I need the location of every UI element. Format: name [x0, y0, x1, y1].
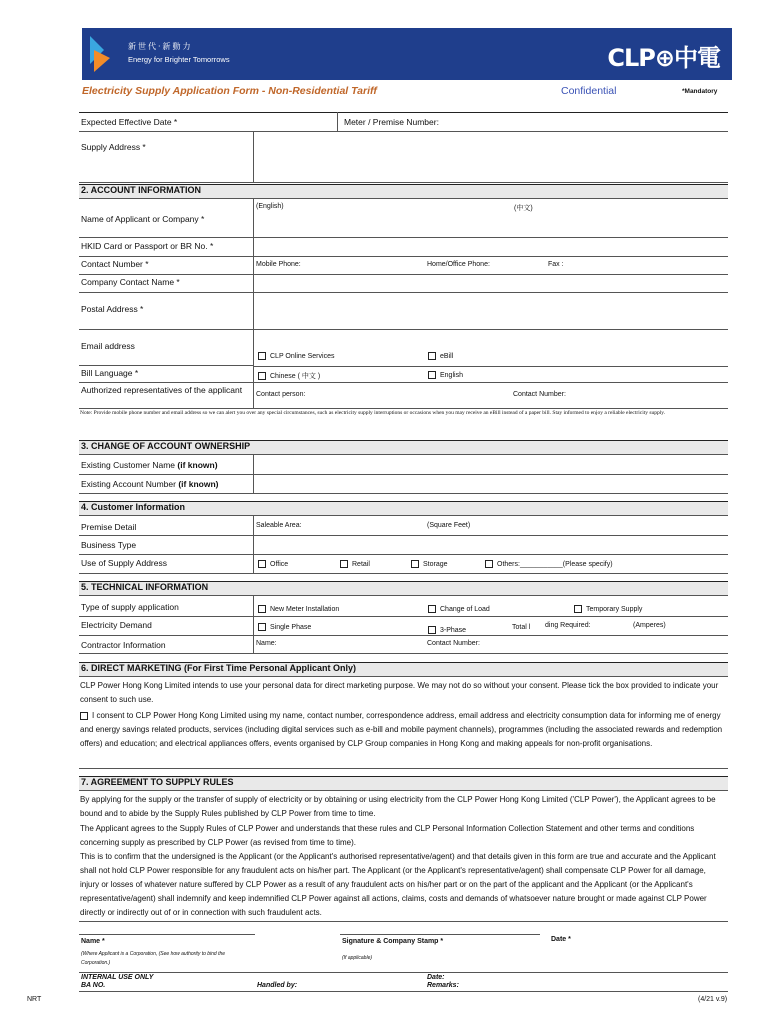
contractor-name-label: Name: — [256, 640, 277, 647]
chinese-language-option[interactable]: Chinese ( 中文 ) — [258, 371, 320, 381]
section-4-header: 4. Customer Information — [79, 501, 728, 516]
saleable-area-label: Saleable Area: — [256, 522, 302, 529]
chinese-hint: (中文) — [514, 205, 533, 212]
section-3-header: 3. CHANGE OF ACCOUNT OWNERSHIP — [79, 440, 728, 455]
three-phase-option[interactable]: 3-Phase — [428, 626, 466, 634]
ba-number-label: BA NO. — [81, 982, 106, 989]
signature-stamp-label: Signature & Company Stamp * — [342, 938, 444, 945]
retail-checkbox[interactable] — [340, 560, 348, 568]
section-6-header: 6. DIRECT MARKETING (For First Time Personal Applicant Only) — [79, 662, 728, 677]
existing-customer-label: Existing Customer Name (if known) — [81, 460, 218, 470]
postal-address-label: Postal Address * — [81, 304, 144, 314]
if-applicable-note: (If applicable) — [342, 955, 373, 961]
retail-option[interactable]: Retail — [340, 560, 370, 568]
hkid-label: HKID Card or Passport or BR No. * — [81, 241, 214, 251]
others-option[interactable]: Others:___________(Please specify) — [485, 560, 613, 568]
section-2-header: 2. ACCOUNT INFORMATION — [79, 184, 728, 199]
corporation-note: (Where Applicant is a Corporation, (See how authority to bind the Corporation.) — [81, 951, 226, 966]
remarks-label: Remarks: — [427, 982, 459, 989]
supply-address-field[interactable] — [254, 132, 726, 181]
supply-type-label: Type of supply application — [81, 602, 179, 612]
supply-address-label: Supply Address * — [81, 142, 146, 152]
ebill-option[interactable]: eBill — [428, 352, 453, 360]
form-version: (4/21 v.9) — [698, 996, 728, 1003]
agreement-para-2: The Applicant agrees to the Supply Rules of CLP Power and understands that these rules and CLP Personal Information Collection Statement and other terms and conditions concerning supply as prescribed by CLP Power (as revised from time to time). — [80, 824, 695, 847]
contractor-info-label: Contractor Information — [81, 640, 166, 650]
mobile-phone-label: Mobile Phone: — [256, 261, 301, 268]
fax-label: Fax : — [548, 261, 564, 268]
new-meter-option[interactable]: New Meter Installation — [258, 605, 339, 613]
bill-language-label: Bill Language * — [81, 368, 139, 378]
section-5-header: 5. TECHNICAL INFORMATION — [79, 581, 728, 596]
storage-option[interactable]: Storage — [411, 560, 448, 568]
contact-person-label: Contact person: — [256, 391, 306, 398]
signature-name-label: Name * — [81, 938, 105, 945]
clp-online-checkbox[interactable] — [258, 352, 266, 360]
reps-contact-number-label: Contact Number: — [513, 391, 566, 398]
direct-marketing-text: CLP Power Hong Kong Limited intends to use your personal data for direct marketing purpose. We may not do so without your consent. Please tick the box provided to indicate your consent to such use. — [80, 681, 719, 704]
meter-number-field[interactable] — [340, 113, 726, 130]
english-hint: (English) — [256, 203, 284, 210]
account-note: Note: Provide mobile phone number and email address so we can alert you over any special circumstances, such as electricity supply interruptions or occasions when you may receive an eBill instead of a paper bill. Stay informed to enjoy a reliable electricity supply. — [80, 410, 666, 416]
applicant-name-field[interactable] — [254, 212, 726, 236]
three-phase-checkbox[interactable] — [428, 626, 436, 634]
single-phase-option[interactable]: Single Phase — [258, 623, 311, 631]
authorized-reps-label: Authorized representatives of the applicant — [81, 385, 243, 395]
office-checkbox[interactable] — [258, 560, 266, 568]
change-load-checkbox[interactable] — [428, 605, 436, 613]
agreement-para-3: This is to confirm that the undersigned is the Applicant (or the Applicant's authorised representative/agent) and that details given in this form are true and accurate and the Applicant shall not hold CLP Power responsible for any fraudulent acts on his/her part. The Applicant (or the Applicant's representative/agent) shall compensate CLP Power for all damage, injury or losses of whatever nature suffered by CLP Power as a result of any fraudulent acts on his/her part or on the part of the applicant and the Applicant (or the Applicant's representative/agent) shall indemnify and keep indemnified CLP Power against all actions, claims, costs and demands of whatsoever nature brought or made against CLP Power directly or indirectly out of or in connection with such fraudulent acts. — [80, 852, 716, 917]
office-option[interactable]: Office — [258, 560, 288, 568]
premise-detail-label: Premise Detail — [81, 522, 137, 532]
email-label: Email address — [81, 341, 135, 351]
date-label: Date * — [551, 936, 571, 943]
consent-paragraph: I consent to CLP Power Hong Kong Limited using my name, contact number, correspondence address, email address and electricity consumption data for informing me of energy and energy savings related products, services (including digital services such as e-bill and mobile payment channels), programmes (including the associated rewards and redemption offers) and education; and electrical appliances offers, events organised by CLP Group companies in Hong Kong and making appeals for non-profit organisations. — [80, 711, 723, 748]
new-meter-checkbox[interactable] — [258, 605, 266, 613]
contractor-contact-label: Contact Number: — [427, 640, 480, 647]
ebill-checkbox[interactable] — [428, 352, 436, 360]
existing-account-label: Existing Account Number (if known) — [81, 479, 219, 489]
meter-number-label: Meter / Premise Number: — [344, 117, 439, 127]
company-contact-label: Company Contact Name * — [81, 277, 180, 287]
temporary-supply-option[interactable]: Temporary Supply — [574, 605, 642, 613]
electricity-demand-label: Electricity Demand — [81, 620, 152, 630]
slogan-english: Energy for Brighter Tomorrows — [128, 55, 230, 64]
change-load-option[interactable]: Change of Load — [428, 605, 490, 613]
internal-date-label: Date: — [427, 974, 445, 981]
consent-checkbox[interactable] — [80, 712, 88, 720]
single-phase-checkbox[interactable] — [258, 623, 266, 631]
business-type-label: Business Type — [81, 540, 137, 550]
agreement-para-1: By applying for the supply or the transfer of supply of electricity or by obtaining or using electricity from the CLP Power Hong Kong Limited ('CLP Power'), the Applicant agrees to be bound and to abide by the Supply Rules published by CLP Power from time to time. — [80, 795, 716, 818]
home-phone-label: Home/Office Phone: — [427, 261, 490, 268]
header-banner — [82, 28, 732, 80]
temporary-supply-checkbox[interactable] — [574, 605, 582, 613]
total-load-label: Total l — [512, 624, 531, 631]
chinese-checkbox[interactable] — [258, 372, 266, 380]
others-checkbox[interactable] — [485, 560, 493, 568]
clp-logo: CLP⊕中電 — [607, 44, 720, 72]
slogan-chinese: 新世代·新動力 — [128, 42, 193, 51]
contact-number-label: Contact Number * — [81, 259, 149, 269]
english-language-option[interactable]: English — [428, 371, 463, 379]
confidential-label: Confidential — [561, 85, 617, 97]
internal-use-label: INTERNAL USE ONLY — [81, 974, 154, 981]
section-7-header: 7. AGREEMENT TO SUPPLY RULES — [79, 776, 728, 791]
effective-date-label: Expected Effective Date * — [81, 117, 178, 127]
energy-logo-icon — [90, 36, 110, 72]
storage-checkbox[interactable] — [411, 560, 419, 568]
mandatory-note: *Mandatory — [682, 88, 718, 95]
handled-by-label: Handled by: — [257, 982, 298, 989]
amperes-label: (Amperes) — [633, 622, 666, 629]
english-checkbox[interactable] — [428, 371, 436, 379]
clp-online-option[interactable]: CLP Online Services — [258, 352, 334, 360]
form-title: Electricity Supply Application Form - Non-Residential Tariff — [82, 85, 377, 97]
loading-required-label: ding Required: — [545, 622, 591, 629]
use-of-supply-label: Use of Supply Address — [81, 558, 167, 568]
form-code: NRT — [27, 996, 42, 1003]
square-feet-label: (Square Feet) — [427, 522, 471, 529]
applicant-name-label: Name of Applicant or Company * — [81, 214, 205, 224]
